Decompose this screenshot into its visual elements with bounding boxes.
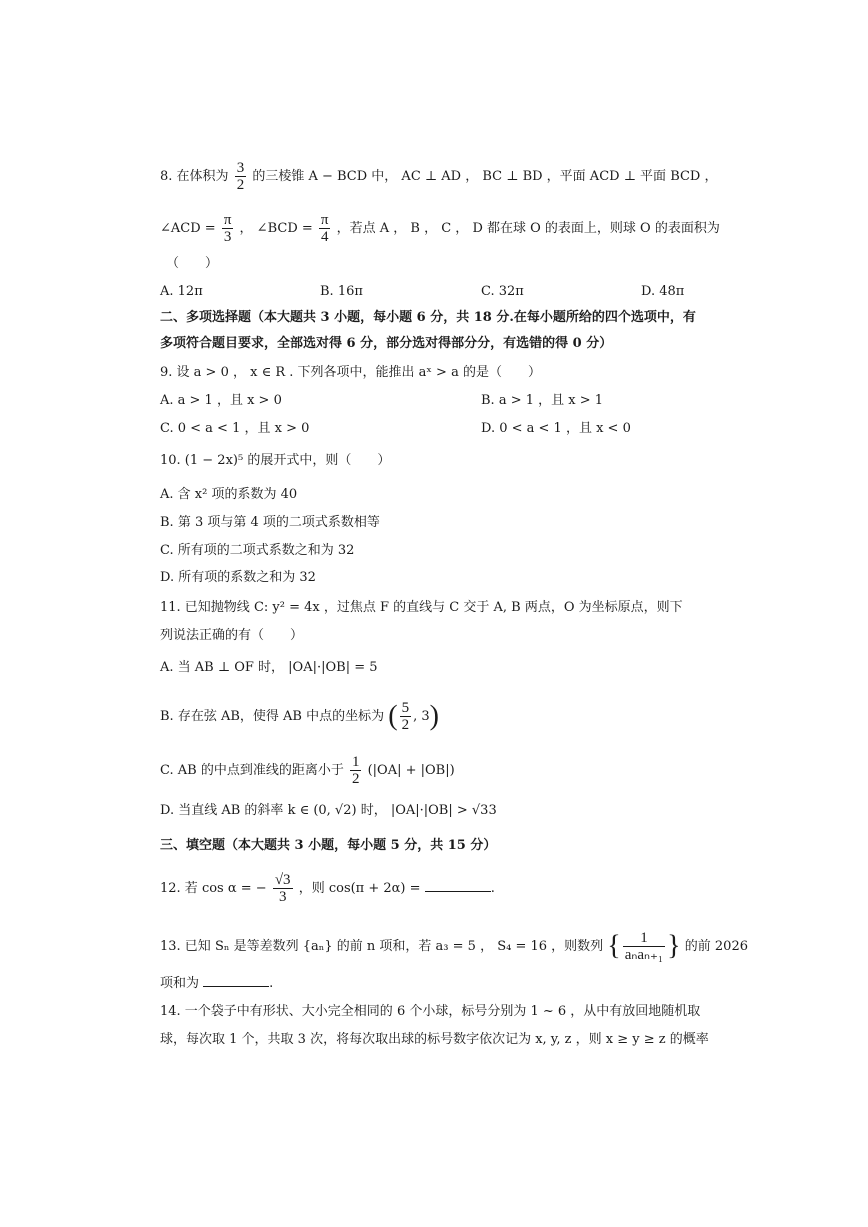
q8-answer-paren: （ ）	[166, 256, 219, 271]
q8-option-c: C. 32π	[481, 284, 524, 299]
section3-heading: 三、填空题（本大题共 3 小题，每小题 5 分，共 15 分）	[160, 838, 497, 853]
q11-option-b-fraction	[400, 700, 412, 733]
q8-angle-acd: ∠ACD =	[160, 221, 216, 236]
q10-stem: 10. (1 − 2x)⁵ 的展开式中，则（ ）	[160, 453, 391, 468]
section2-heading-line2: 多项符合题目要求，全部选对得 6 分，部分选对得部分分，有选错的得 0 分）	[160, 336, 613, 351]
q11-option-b-text: B. 存在弦 AB，使得 AB 中点的坐标为	[160, 709, 385, 724]
q13-answer-blank[interactable]	[203, 986, 269, 987]
q10-option-d: D. 所有项的系数之和为 32	[160, 570, 316, 585]
q12-numerator: √3	[274, 872, 291, 888]
q11-option-c-expr: (|OA| + |OB|)	[367, 763, 455, 778]
q8-volume-numerator: 3	[236, 160, 245, 176]
q8-angle-bcd: ， ∠BCD =	[239, 221, 313, 236]
q11-line1: 11. 已知抛物线 C: y² = 4x ，过焦点 F 的直线与 C 交于 A, B 两点，O 为坐标原点，则下	[160, 600, 683, 615]
q8-bcd-fraction	[319, 212, 331, 245]
q9-stem: 9. 设 a > 0 ， x ∈ R . 下列各项中，能推出 aˣ > a 的是（ ）	[160, 365, 541, 380]
q13-denominator: aₙaₙ₊₁	[624, 947, 664, 963]
q8-text-a: 8. 在体积为	[160, 169, 229, 184]
q11-option-b-denominator: 2	[401, 717, 410, 733]
q11-option-b-open-paren: (	[388, 700, 398, 732]
q10-option-b: B. 第 3 项与第 4 项的二项式系数相等	[160, 515, 380, 530]
q13-fraction	[623, 930, 665, 963]
q11-option-d: D. 当直线 AB 的斜率 k ∈ (0, √2) 时， |OA|·|OB| > √33	[160, 803, 497, 818]
q12-fraction	[273, 872, 293, 905]
q14-line1: 14. 一个袋子中有形状、大小完全相同的 6 个小球，标号分别为 1 ~ 6 ，从中有放回地随机取	[160, 1004, 701, 1019]
q13-line1	[160, 930, 748, 963]
section2-heading-line1: 二、多项选择题（本大题共 3 小题，每小题 6 分，共 18 分.在每小题所给的四个选项中，有	[160, 310, 696, 325]
q8-option-b: B. 16π	[320, 284, 363, 299]
q9-option-b: B. a > 1 ，且 x > 1	[481, 393, 604, 408]
q14-line2: 球，每次取 1 个，共取 3 次，将每次取出球的标号数字依次记为 x, y, z ，则 x ≥ y ≥ z 的概率	[160, 1032, 709, 1047]
q10-option-c: C. 所有项的二项式系数之和为 32	[160, 543, 355, 558]
q11-option-c-denominator: 2	[351, 771, 360, 787]
q12-end: .	[490, 881, 495, 896]
q9-option-c: C. 0 < a < 1 ，且 x > 0	[160, 421, 310, 436]
q11-option-c-text: C. AB 的中点到准线的距离小于	[160, 763, 344, 778]
q13-text-a: 13. 已知 Sₙ 是等差数列 {aₙ} 的前 n 项和，若 a₃ = 5 ， S₄ = 16 ，则数列	[160, 939, 604, 954]
q8-acd-numerator: π	[223, 212, 232, 228]
q8-volume-denominator: 2	[236, 177, 245, 193]
q12-text-b: ，则 cos(π + 2α) =	[298, 881, 421, 896]
q13-text-b: 的前 2026	[684, 939, 748, 954]
q13-text-line2: 项和为	[160, 976, 200, 991]
q11-option-b	[160, 700, 439, 733]
q13-close-brace: }	[667, 930, 681, 962]
q11-line2: 列说法正确的有（ ）	[160, 628, 304, 643]
q13-line2	[160, 974, 273, 994]
q12-denominator: 3	[273, 888, 293, 905]
q8-text-c: ，若点 A ， B ， C ， D 都在球 O 的表面上，则球 O 的表面积为	[336, 221, 720, 236]
q11-option-a: A. 当 AB ⊥ OF 时， |OA|·|OB| = 5	[160, 660, 378, 675]
q11-option-c-numerator: 1	[351, 754, 360, 770]
q13-open-brace: {	[607, 930, 621, 962]
q11-option-b-y: , 3	[413, 709, 430, 724]
q12-answer-blank[interactable]	[425, 891, 491, 892]
q8-bcd-numerator: π	[320, 212, 329, 228]
q8-acd-denominator: 3	[222, 228, 234, 245]
q8-volume-fraction	[235, 160, 247, 193]
q9-option-a: A. a > 1 ，且 x > 0	[160, 393, 282, 408]
q13-end: .	[269, 976, 274, 991]
q12-line	[160, 872, 495, 905]
q8-option-d: D. 48π	[641, 284, 685, 299]
q10-option-a: A. 含 x² 项的系数为 40	[160, 487, 298, 502]
q13-numerator: 1	[640, 930, 648, 946]
q8-option-a: A. 12π	[160, 284, 203, 299]
q8-line1	[160, 160, 718, 193]
q8-text-b: 的三棱锥 A − BCD 中， AC ⊥ AD ， BC ⊥ BD ，平面 ACD ⊥ 平面 BCD ，	[252, 169, 718, 184]
q8-bcd-denominator: 4	[319, 228, 331, 245]
q11-option-b-close-paren: )	[429, 700, 439, 732]
q12-text-a: 12. 若 cos α = −	[160, 881, 267, 896]
q11-option-c	[160, 754, 455, 787]
q8-acd-fraction	[222, 212, 234, 245]
q11-option-b-numerator: 5	[401, 700, 410, 716]
q11-option-c-fraction	[350, 754, 362, 787]
q9-option-d: D. 0 < a < 1 ，且 x < 0	[481, 421, 631, 436]
q8-line2	[160, 212, 720, 245]
